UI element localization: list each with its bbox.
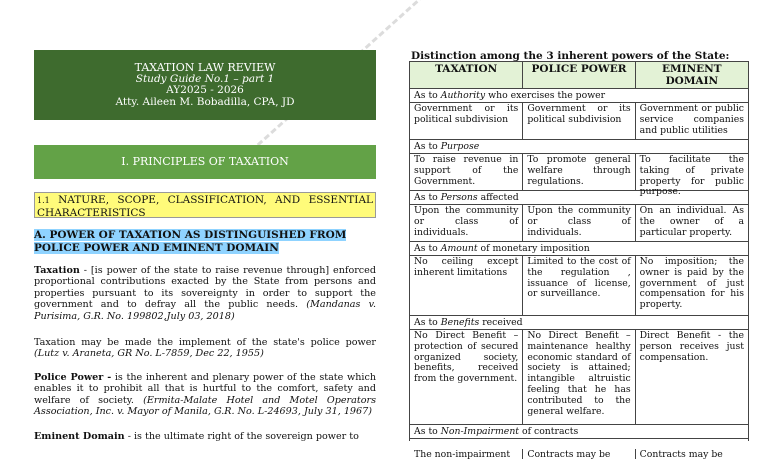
title-box xyxy=(34,50,376,120)
table-row xyxy=(410,330,748,425)
author: Atty. Aileen M. Bobadilla, CPA, JD xyxy=(115,95,295,108)
group-key: Amount xyxy=(440,243,478,254)
group-label-persons xyxy=(410,191,748,205)
distinction-table xyxy=(409,61,749,460)
doc-subtitle: Study Guide No.1 – part 1 xyxy=(135,72,275,85)
term-eminent-domain: Eminent Domain xyxy=(34,431,125,442)
column-header-taxation: TAXATION xyxy=(410,62,523,88)
table-cell: No ceiling except inherent limitations xyxy=(410,256,523,315)
group-prefix: As to xyxy=(414,243,441,254)
group-label-amount xyxy=(410,242,748,256)
taxation-body: - [is power of the state to raise revenue through] enforced proportional contributions exacted by the State from persons and properties pursuant to its sovereignty in order to support the government and to defray all the public needs. xyxy=(34,265,376,311)
table-row xyxy=(410,439,748,459)
eminent-domain-definition xyxy=(34,431,376,442)
table-cell: Upon the community or class of individuals. xyxy=(410,205,523,241)
table-cell: Limited to the cost of the regulation , issuance of license, or surveillance. xyxy=(523,256,635,315)
table-cell: Government or its political subdivision xyxy=(523,103,635,139)
group-suffix: affected xyxy=(477,192,519,203)
table-row xyxy=(410,103,748,140)
term-police-power: Police Power - xyxy=(34,372,112,383)
doc-title: TAXATION LAW REVIEW xyxy=(134,61,276,74)
eminent-body: - is the ultimate right of the sovereign power to xyxy=(124,431,359,442)
group-label-non-impairment xyxy=(410,425,748,439)
table-cell: Government or public service companies and public utilities xyxy=(639,103,744,136)
table-cell: No imposition; the owner is paid by the government of just compensation for his property. xyxy=(639,256,744,311)
implement-paragraph xyxy=(34,337,376,360)
table-header-row xyxy=(410,62,748,89)
term-taxation: Taxation xyxy=(34,265,80,276)
table-cell: To promote general welfare through regulations. xyxy=(523,154,635,190)
subsection-heading-text: A. POWER OF TAXATION AS DISTINGUISHED FROM POLICE POWER AND EMINENT DOMAIN xyxy=(34,229,347,254)
group-prefix: As to xyxy=(414,90,441,101)
topic-number: 1.1 xyxy=(37,196,50,205)
table-cell: Government or its political subdivision xyxy=(410,103,523,139)
table-cell: To facilitate the taking of private property for public purpose. xyxy=(639,154,744,198)
table-cell: To raise revenue in support of the Government. xyxy=(410,154,523,190)
taxation-citation: (Mandanas v. Purisima, G.R. No. 199802,July 03, 2018) xyxy=(34,299,376,322)
group-label-benefits xyxy=(410,316,748,330)
group-key: Benefits xyxy=(440,317,480,328)
table-row xyxy=(410,205,748,242)
group-prefix: As to xyxy=(414,192,441,203)
distinction-heading: Distinction among the 3 inherent powers of the State: xyxy=(411,50,730,62)
group-prefix: As to xyxy=(414,426,441,437)
taxation-definition xyxy=(34,265,376,322)
table-cell: On an individual. As the owner of a particular property. xyxy=(639,205,744,238)
group-key: Non-Impairment xyxy=(440,426,520,437)
table-cell: No Direct Benefit – maintenance healthy economic standard of society is attained; intangible altruistic feeling that he has contributed to the general welfare. xyxy=(523,330,635,424)
academic-year: AY2025 - 2026 xyxy=(166,84,244,96)
group-prefix: As to xyxy=(414,141,441,152)
column-header-police-power: POLICE POWER xyxy=(523,62,635,88)
table-cell: Upon the community or class of individuals. xyxy=(523,205,635,241)
section-heading-principles: I. PRINCIPLES OF TAXATION xyxy=(34,145,376,179)
group-key: Authority xyxy=(440,90,486,101)
implement-citation: (Lutz v. Araneta, GR No. L-7859, Dec 22, 1955) xyxy=(34,348,264,360)
group-key: Persons xyxy=(440,192,478,203)
subsection-heading-a xyxy=(34,229,376,255)
table-row xyxy=(410,256,748,316)
table-cell: Direct Benefit - the person receives just compensation. xyxy=(639,330,744,363)
police-citation: (Ermita-Malate Hotel and Motel Operators Association, Inc. v. Mayor of Manila, G.R. No. L-24693, July 31, 1967) xyxy=(34,394,376,418)
police-power-definition xyxy=(34,372,376,418)
group-suffix: received xyxy=(479,317,523,328)
table-cell: Contracts may be xyxy=(523,449,635,459)
group-suffix: who exercises the power xyxy=(485,90,606,101)
group-label-authority xyxy=(410,89,748,103)
table-cell: No Direct Benefit – protection of secured organized society, benefits, received from the government. xyxy=(410,330,523,424)
group-prefix: As to xyxy=(414,317,441,328)
topic-heading-nature xyxy=(34,192,376,218)
table-cell: The non-impairment xyxy=(410,449,523,459)
implement-body: Taxation may be made the implement of the state's police power xyxy=(34,337,376,348)
group-suffix: of monetary imposition xyxy=(477,243,590,254)
group-key: Purpose xyxy=(440,141,480,152)
police-body: is the inherent and plenary power of the state which enables it to prohibit all that is hurtful to the comfort, safety and welfare of society. xyxy=(34,372,376,406)
group-suffix: of contracts xyxy=(519,426,579,437)
column-header-eminent-domain: EMINENT DOMAIN xyxy=(636,62,748,88)
table-cell: Contracts may be xyxy=(639,449,723,460)
group-label-purpose xyxy=(410,140,748,154)
topic-text: NATURE, SCOPE, CLASSIFICATION, AND ESSENTIAL CHARACTERISTICS xyxy=(37,194,373,219)
